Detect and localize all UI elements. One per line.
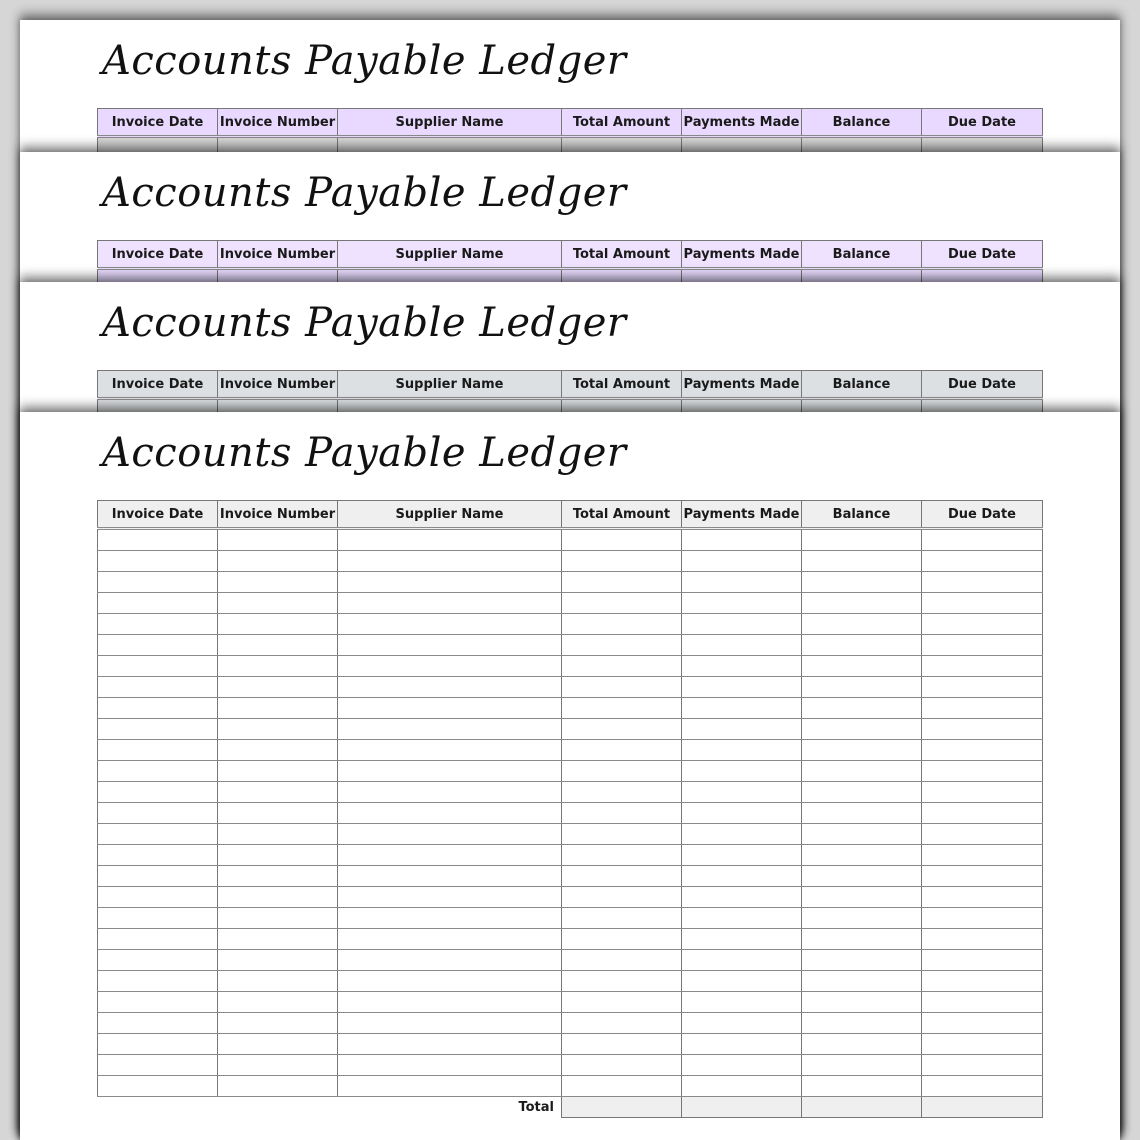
col-total-amount: Total Amount	[562, 371, 682, 399]
cell-due-date[interactable]	[922, 803, 1043, 824]
table-row	[98, 887, 1043, 908]
cell-payments-made[interactable]	[682, 551, 802, 572]
cell-payments-made[interactable]	[682, 1034, 802, 1055]
col-balance: Balance	[802, 109, 922, 137]
col-balance: Balance	[802, 371, 922, 399]
cell-due-date[interactable]	[922, 782, 1043, 803]
header-row	[98, 109, 1043, 137]
cell-supplier-name[interactable]	[338, 971, 562, 992]
cell-supplier-name[interactable]	[338, 929, 562, 950]
cell-invoice-date[interactable]	[98, 593, 218, 614]
cell-balance[interactable]	[802, 1055, 922, 1076]
col-payments-made: Payments Made	[682, 109, 802, 137]
cell-supplier-name[interactable]	[338, 656, 562, 677]
cell-invoice-number[interactable]	[218, 824, 338, 845]
cell-total-amount[interactable]	[562, 698, 682, 719]
col-supplier-name: Supplier Name	[338, 371, 562, 399]
cell-invoice-date[interactable]	[98, 719, 218, 740]
cell-payments-made[interactable]	[682, 740, 802, 761]
cell-payments-made[interactable]	[682, 845, 802, 866]
table-row	[98, 1034, 1043, 1055]
cell-total-amount[interactable]	[562, 950, 682, 971]
cell-invoice-date[interactable]	[98, 845, 218, 866]
cell-supplier-name[interactable]	[338, 677, 562, 698]
cell-balance[interactable]	[802, 929, 922, 950]
cell-payments-made[interactable]	[682, 1055, 802, 1076]
col-payments-made: Payments Made	[682, 371, 802, 399]
col-total-amount: Total Amount	[562, 241, 682, 269]
cell-supplier-name[interactable]	[338, 1013, 562, 1034]
cell-payments-made[interactable]	[682, 1076, 802, 1097]
header-row	[98, 371, 1043, 399]
cell-invoice-number[interactable]	[218, 1076, 338, 1097]
cell-payments-made[interactable]	[682, 677, 802, 698]
table-row	[98, 635, 1043, 656]
col-due-date: Due Date	[922, 371, 1043, 399]
ledger-table	[97, 500, 1043, 1118]
col-balance: Balance	[802, 241, 922, 269]
cell-invoice-date[interactable]	[98, 656, 218, 677]
cell-balance[interactable]	[802, 782, 922, 803]
cell-total-amount[interactable]	[562, 740, 682, 761]
cell-balance[interactable]	[802, 866, 922, 887]
cell-due-date[interactable]	[922, 593, 1043, 614]
cell-supplier-name[interactable]	[338, 1034, 562, 1055]
cell-supplier-name[interactable]	[338, 992, 562, 1013]
cell-total-amount[interactable]	[562, 971, 682, 992]
cell-payments-made[interactable]	[682, 761, 802, 782]
cell-invoice-number[interactable]	[218, 845, 338, 866]
cell-invoice-number[interactable]	[218, 740, 338, 761]
cell-supplier-name[interactable]	[338, 1055, 562, 1076]
cell-balance[interactable]	[802, 677, 922, 698]
cell-invoice-number[interactable]	[218, 950, 338, 971]
col-supplier-name: Supplier Name	[338, 241, 562, 269]
total-due-cell[interactable]	[922, 1097, 1043, 1118]
cell-payments-made[interactable]	[682, 929, 802, 950]
cell-total-amount[interactable]	[562, 803, 682, 824]
cell-invoice-date[interactable]	[98, 614, 218, 635]
table-row	[98, 845, 1043, 866]
cell-payments-made[interactable]	[682, 698, 802, 719]
total-row	[98, 1097, 1043, 1118]
cell-supplier-name[interactable]	[338, 950, 562, 971]
cell-invoice-number[interactable]	[218, 1013, 338, 1034]
cell-invoice-date[interactable]	[98, 782, 218, 803]
col-balance: Balance	[802, 501, 922, 529]
cell-total-amount[interactable]	[562, 866, 682, 887]
cell-due-date[interactable]	[922, 551, 1043, 572]
cell-due-date[interactable]	[922, 992, 1043, 1013]
col-due-date: Due Date	[922, 241, 1043, 269]
cell-balance[interactable]	[802, 950, 922, 971]
cell-payments-made[interactable]	[682, 719, 802, 740]
cell-invoice-number[interactable]	[218, 529, 338, 551]
col-invoice-number: Invoice Number	[218, 109, 338, 137]
cell-total-amount[interactable]	[562, 551, 682, 572]
table-row	[98, 824, 1043, 845]
cell-balance[interactable]	[802, 887, 922, 908]
table-row	[98, 1076, 1043, 1097]
cell-invoice-number[interactable]	[218, 761, 338, 782]
table-row	[98, 677, 1043, 698]
col-invoice-number: Invoice Number	[218, 501, 338, 529]
cell-invoice-number[interactable]	[218, 1055, 338, 1076]
cell-balance[interactable]	[802, 572, 922, 593]
cell-supplier-name[interactable]	[338, 782, 562, 803]
table-row	[98, 971, 1043, 992]
cell-due-date[interactable]	[922, 845, 1043, 866]
cell-payments-made[interactable]	[682, 971, 802, 992]
cell-total-amount[interactable]	[562, 1076, 682, 1097]
cell-invoice-date[interactable]	[98, 1076, 218, 1097]
col-invoice-date: Invoice Date	[98, 241, 218, 269]
cell-invoice-number[interactable]	[218, 635, 338, 656]
cell-invoice-date[interactable]	[98, 929, 218, 950]
cell-supplier-name[interactable]	[338, 572, 562, 593]
page-title: Accounts Payable Ledger	[102, 38, 627, 84]
cell-invoice-date[interactable]	[98, 1034, 218, 1055]
header-row	[98, 501, 1043, 529]
cell-total-amount[interactable]	[562, 761, 682, 782]
table-row	[98, 1013, 1043, 1034]
cell-due-date[interactable]	[922, 887, 1043, 908]
cell-due-date[interactable]	[922, 698, 1043, 719]
col-invoice-date: Invoice Date	[98, 109, 218, 137]
cell-payments-made[interactable]	[682, 614, 802, 635]
cell-payments-made[interactable]	[682, 824, 802, 845]
col-due-date: Due Date	[922, 501, 1043, 529]
col-supplier-name: Supplier Name	[338, 109, 562, 137]
cell-total-amount[interactable]	[562, 992, 682, 1013]
cell-invoice-number[interactable]	[218, 719, 338, 740]
cell-total-amount[interactable]	[562, 908, 682, 929]
cell-supplier-name[interactable]	[338, 803, 562, 824]
cell-supplier-name[interactable]	[338, 551, 562, 572]
cell-total-amount[interactable]	[562, 1055, 682, 1076]
cell-invoice-date[interactable]	[98, 971, 218, 992]
cell-total-amount[interactable]	[562, 929, 682, 950]
cell-supplier-name[interactable]	[338, 824, 562, 845]
cell-total-amount[interactable]	[562, 593, 682, 614]
table-row	[98, 719, 1043, 740]
cell-invoice-date[interactable]	[98, 740, 218, 761]
cell-due-date[interactable]	[922, 761, 1043, 782]
cell-payments-made[interactable]	[682, 572, 802, 593]
cell-invoice-number[interactable]	[218, 551, 338, 572]
cell-due-date[interactable]	[922, 866, 1043, 887]
cell-total-amount[interactable]	[562, 656, 682, 677]
cell-total-amount[interactable]	[562, 572, 682, 593]
cell-balance[interactable]	[802, 656, 922, 677]
cell-supplier-name[interactable]	[338, 887, 562, 908]
cell-balance[interactable]	[802, 529, 922, 551]
cell-supplier-name[interactable]	[338, 635, 562, 656]
col-due-date: Due Date	[922, 109, 1043, 137]
cell-total-amount[interactable]	[562, 1034, 682, 1055]
cell-balance[interactable]	[802, 698, 922, 719]
cell-invoice-number[interactable]	[218, 866, 338, 887]
cell-due-date[interactable]	[922, 1076, 1043, 1097]
cell-invoice-date[interactable]	[98, 908, 218, 929]
cell-supplier-name[interactable]	[338, 761, 562, 782]
cell-invoice-number[interactable]	[218, 593, 338, 614]
cell-due-date[interactable]	[922, 950, 1043, 971]
cell-balance[interactable]	[802, 551, 922, 572]
cell-balance[interactable]	[802, 1076, 922, 1097]
cell-invoice-date[interactable]	[98, 1013, 218, 1034]
col-total-amount: Total Amount	[562, 109, 682, 137]
cell-payments-made[interactable]	[682, 656, 802, 677]
cell-total-amount[interactable]	[562, 614, 682, 635]
col-invoice-date: Invoice Date	[98, 501, 218, 529]
cell-supplier-name[interactable]	[338, 1076, 562, 1097]
cell-due-date[interactable]	[922, 908, 1043, 929]
cell-invoice-date[interactable]	[98, 551, 218, 572]
cell-invoice-number[interactable]	[218, 614, 338, 635]
col-supplier-name: Supplier Name	[338, 501, 562, 529]
col-invoice-number: Invoice Number	[218, 371, 338, 399]
cell-invoice-date[interactable]	[98, 635, 218, 656]
cell-total-amount[interactable]	[562, 1013, 682, 1034]
cell-payments-made[interactable]	[682, 887, 802, 908]
table-row	[98, 551, 1043, 572]
cell-payments-made[interactable]	[682, 782, 802, 803]
cell-invoice-number[interactable]	[218, 887, 338, 908]
total-amount-cell[interactable]	[562, 1097, 682, 1118]
page-title: Accounts Payable Ledger	[102, 170, 627, 216]
cell-balance[interactable]	[802, 761, 922, 782]
table-row	[98, 908, 1043, 929]
cell-payments-made[interactable]	[682, 593, 802, 614]
cell-invoice-number[interactable]	[218, 971, 338, 992]
cell-payments-made[interactable]	[682, 950, 802, 971]
page-title: Accounts Payable Ledger	[102, 430, 627, 476]
col-invoice-date: Invoice Date	[98, 371, 218, 399]
cell-invoice-number[interactable]	[218, 992, 338, 1013]
col-total-amount: Total Amount	[562, 501, 682, 529]
cell-supplier-name[interactable]	[338, 614, 562, 635]
table-row	[98, 529, 1043, 551]
cell-payments-made[interactable]	[682, 992, 802, 1013]
cell-payments-made[interactable]	[682, 908, 802, 929]
cell-due-date[interactable]	[922, 572, 1043, 593]
cell-due-date[interactable]	[922, 1055, 1043, 1076]
table-row	[98, 803, 1043, 824]
cell-due-date[interactable]	[922, 635, 1043, 656]
cell-total-amount[interactable]	[562, 719, 682, 740]
header-row	[98, 241, 1043, 269]
cell-invoice-date[interactable]	[98, 572, 218, 593]
cell-supplier-name[interactable]	[338, 593, 562, 614]
cell-payments-made[interactable]	[682, 866, 802, 887]
cell-payments-made[interactable]	[682, 529, 802, 551]
table-row	[98, 866, 1043, 887]
col-invoice-number: Invoice Number	[218, 241, 338, 269]
cell-balance[interactable]	[802, 593, 922, 614]
cell-due-date[interactable]	[922, 677, 1043, 698]
cell-due-date[interactable]	[922, 740, 1043, 761]
cell-supplier-name[interactable]	[338, 740, 562, 761]
cell-due-date[interactable]	[922, 971, 1043, 992]
cell-invoice-number[interactable]	[218, 572, 338, 593]
cell-due-date[interactable]	[922, 824, 1043, 845]
page-title: Accounts Payable Ledger	[102, 300, 627, 346]
cell-balance[interactable]	[802, 992, 922, 1013]
cell-supplier-name[interactable]	[338, 845, 562, 866]
cell-due-date[interactable]	[922, 1013, 1043, 1034]
table-row	[98, 740, 1043, 761]
cell-due-date[interactable]	[922, 719, 1043, 740]
cell-invoice-number[interactable]	[218, 1034, 338, 1055]
col-payments-made: Payments Made	[682, 241, 802, 269]
cell-invoice-date[interactable]	[98, 677, 218, 698]
table-row	[98, 782, 1043, 803]
cell-balance[interactable]	[802, 1034, 922, 1055]
table-row	[98, 614, 1043, 635]
cell-total-amount[interactable]	[562, 635, 682, 656]
cell-due-date[interactable]	[922, 656, 1043, 677]
cell-invoice-date[interactable]	[98, 1055, 218, 1076]
cell-total-amount[interactable]	[562, 824, 682, 845]
cell-due-date[interactable]	[922, 929, 1043, 950]
total-balance-cell[interactable]	[802, 1097, 922, 1118]
cell-due-date[interactable]	[922, 614, 1043, 635]
cell-total-amount[interactable]	[562, 677, 682, 698]
cell-total-amount[interactable]	[562, 887, 682, 908]
cell-balance[interactable]	[802, 908, 922, 929]
cell-supplier-name[interactable]	[338, 529, 562, 551]
cell-invoice-date[interactable]	[98, 803, 218, 824]
cell-balance[interactable]	[802, 719, 922, 740]
cell-supplier-name[interactable]	[338, 866, 562, 887]
cell-invoice-number[interactable]	[218, 803, 338, 824]
table-row	[98, 929, 1043, 950]
table-row	[98, 698, 1043, 719]
total-payments-cell[interactable]	[682, 1097, 802, 1118]
cell-invoice-date[interactable]	[98, 887, 218, 908]
cell-invoice-date[interactable]	[98, 950, 218, 971]
ledger-page-4	[20, 412, 1120, 1140]
cell-invoice-number[interactable]	[218, 698, 338, 719]
cell-balance[interactable]	[802, 614, 922, 635]
cell-payments-made[interactable]	[682, 635, 802, 656]
table-row	[98, 593, 1043, 614]
cell-invoice-date[interactable]	[98, 992, 218, 1013]
cell-due-date[interactable]	[922, 1034, 1043, 1055]
cell-invoice-number[interactable]	[218, 929, 338, 950]
table-row	[98, 656, 1043, 677]
ledger-rows	[98, 529, 1043, 1097]
table-row	[98, 950, 1043, 971]
cell-balance[interactable]	[802, 824, 922, 845]
table-row	[98, 1055, 1043, 1076]
cell-balance[interactable]	[802, 635, 922, 656]
cell-invoice-date[interactable]	[98, 698, 218, 719]
table-row	[98, 572, 1043, 593]
table-row	[98, 992, 1043, 1013]
cell-balance[interactable]	[802, 971, 922, 992]
cell-balance[interactable]	[802, 845, 922, 866]
cell-balance[interactable]	[802, 740, 922, 761]
table-row	[98, 761, 1043, 782]
cell-invoice-date[interactable]	[98, 761, 218, 782]
cell-due-date[interactable]	[922, 529, 1043, 551]
cell-invoice-number[interactable]	[218, 656, 338, 677]
cell-invoice-date[interactable]	[98, 824, 218, 845]
cell-total-amount[interactable]	[562, 845, 682, 866]
cell-supplier-name[interactable]	[338, 908, 562, 929]
cell-invoice-number[interactable]	[218, 782, 338, 803]
cell-payments-made[interactable]	[682, 803, 802, 824]
cell-invoice-number[interactable]	[218, 677, 338, 698]
cell-invoice-date[interactable]	[98, 866, 218, 887]
total-label: Total	[98, 1097, 562, 1118]
cell-supplier-name[interactable]	[338, 698, 562, 719]
cell-invoice-date[interactable]	[98, 529, 218, 551]
col-payments-made: Payments Made	[682, 501, 802, 529]
cell-balance[interactable]	[802, 803, 922, 824]
cell-invoice-number[interactable]	[218, 908, 338, 929]
cell-payments-made[interactable]	[682, 1013, 802, 1034]
cell-total-amount[interactable]	[562, 782, 682, 803]
cell-supplier-name[interactable]	[338, 719, 562, 740]
cell-balance[interactable]	[802, 1013, 922, 1034]
cell-total-amount[interactable]	[562, 529, 682, 551]
